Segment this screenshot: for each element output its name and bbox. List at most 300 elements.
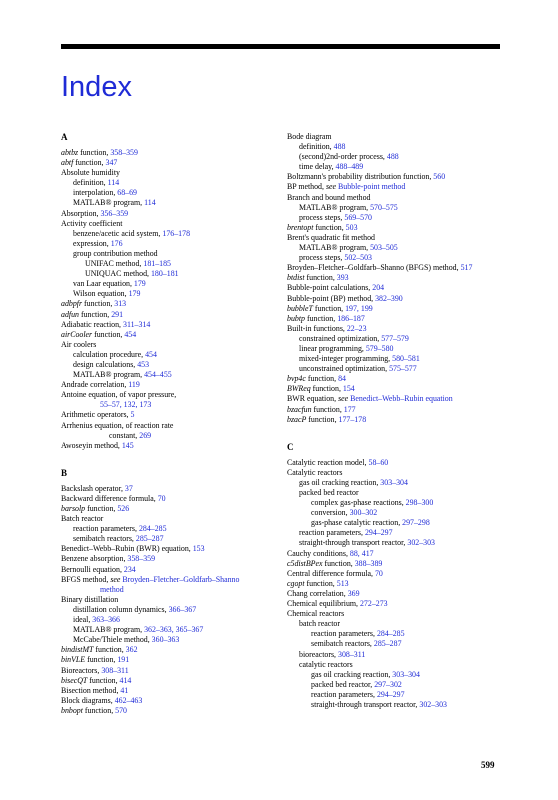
entry-text: function, xyxy=(304,578,337,588)
page-reference-link[interactable]: 302–303 xyxy=(407,538,435,548)
entry-text: function, xyxy=(93,645,126,655)
index-entry xyxy=(61,645,275,655)
entry-term: packed bed reactor, xyxy=(311,679,375,689)
index-subentry xyxy=(287,334,502,344)
page-reference-link[interactable]: 70 xyxy=(374,568,383,578)
index-entry xyxy=(61,310,275,320)
entry-text: function, xyxy=(78,148,111,157)
index-subentry xyxy=(61,524,275,534)
page-reference-link[interactable]: 191 xyxy=(117,655,130,665)
page-reference-link[interactable]: 366–367 xyxy=(168,604,197,614)
index-entry xyxy=(287,609,502,619)
index-subentry xyxy=(61,370,275,380)
entry-term: Bubble-point (BP) method, xyxy=(287,293,376,303)
entry-term: group contribution method xyxy=(73,248,158,258)
page-reference-link[interactable]: method xyxy=(100,584,124,594)
page-reference-link[interactable]: 579–580 xyxy=(365,343,394,353)
page-reference-link[interactable]: 284–285 xyxy=(138,524,167,534)
page-reference-link[interactable]: 269 xyxy=(139,430,152,440)
index-subentry xyxy=(287,488,502,498)
index-subentry xyxy=(287,619,502,629)
index-subentry xyxy=(61,239,275,249)
page-reference-link[interactable]: 503–505 xyxy=(370,243,398,253)
index-entry xyxy=(287,589,502,599)
index-entry xyxy=(61,330,275,340)
entry-term: McCabe/Thiele method, xyxy=(73,635,152,645)
entry-text: function, xyxy=(82,299,115,309)
entry-term: expression, xyxy=(73,238,111,248)
page-reference-link[interactable]: 179 xyxy=(133,279,146,289)
page-reference-link[interactable]: 22–23 xyxy=(346,323,367,333)
entry-term: MATLAB® program, xyxy=(299,202,371,212)
index-entry xyxy=(287,394,502,404)
page-title: Index xyxy=(61,71,132,103)
entry-text: function, xyxy=(305,374,339,384)
index-entry xyxy=(61,219,275,229)
index-subentry xyxy=(61,605,275,615)
entry-term: Bioreactors, xyxy=(61,665,102,675)
index-subentry xyxy=(287,680,502,690)
index-entry xyxy=(61,554,275,564)
entry-term: linear programming, xyxy=(299,343,366,353)
page-reference-link[interactable]: 186–187 xyxy=(337,313,365,323)
entry-term: btdist xyxy=(287,273,305,283)
entry-text: function, xyxy=(304,313,338,323)
index-entry xyxy=(61,158,275,168)
page-reference-link[interactable]: 234 xyxy=(123,564,136,574)
index-entry xyxy=(61,706,275,716)
page-reference-link[interactable]: 177–178 xyxy=(338,414,367,424)
entry-term: Bode diagram xyxy=(287,132,332,141)
page-reference-link[interactable]: 488 xyxy=(386,152,399,162)
page-reference-link[interactable]: 5 xyxy=(130,410,135,420)
page-reference-link[interactable]: 488–489 xyxy=(335,162,364,172)
index-subentry xyxy=(61,635,275,645)
entry-term: complex gas-phase reactions, xyxy=(311,498,406,508)
index-entry xyxy=(287,559,502,569)
index-subentry xyxy=(61,259,275,269)
page-reference-link[interactable]: 285–287 xyxy=(135,534,164,544)
entry-term: packed bed reactor xyxy=(299,488,359,497)
page-reference-link[interactable]: 382–390 xyxy=(375,293,403,303)
page-reference-link[interactable]: 176–178 xyxy=(162,228,191,238)
index-column-right xyxy=(287,132,502,710)
section-gap xyxy=(61,451,275,468)
entry-text: function, xyxy=(78,309,112,319)
index-subentry xyxy=(287,152,502,162)
page-reference-link[interactable]: 311–314 xyxy=(123,319,151,329)
entry-term: Catalytic reaction model, xyxy=(287,457,369,467)
index-entry xyxy=(61,441,275,451)
see-reference: see xyxy=(325,182,337,192)
page-reference-link[interactable]: 570 xyxy=(115,705,127,715)
index-entry xyxy=(287,374,502,384)
entry-term: batch reactor xyxy=(299,619,340,629)
entry-term: Arrhenius equation, of reaction rate xyxy=(61,420,174,430)
index-entry xyxy=(287,458,502,468)
page-reference-link[interactable]: 197, 199 xyxy=(345,303,373,313)
entry-term: straight-through transport reactor, xyxy=(311,699,420,709)
page-reference-link[interactable]: Benedict–Webb–Rubin equation xyxy=(350,394,453,404)
entry-term: distillation column dynamics, xyxy=(73,604,169,614)
entry-term: Backslash operator, xyxy=(61,483,125,493)
section-letter: A xyxy=(61,132,68,142)
index-entry xyxy=(287,569,502,579)
entry-term: straight-through transport reactor, xyxy=(299,538,408,548)
page-reference-link[interactable]: 308–311 xyxy=(101,665,129,675)
page-reference-link[interactable]: 285–287 xyxy=(373,639,402,649)
page-reference-link[interactable]: 84 xyxy=(338,374,346,384)
index-subentry xyxy=(287,478,502,488)
page-reference-link[interactable]: 114 xyxy=(107,178,120,188)
section-letter: B xyxy=(61,467,68,478)
entry-text: function, xyxy=(85,655,118,665)
page-reference-link[interactable]: 569–570 xyxy=(344,212,372,222)
index-subentry xyxy=(61,534,275,544)
page-reference-link[interactable]: 181–185 xyxy=(143,259,171,269)
page-reference-link[interactable]: 454 xyxy=(145,349,157,359)
index-entry-continuation xyxy=(61,431,275,441)
index-entry xyxy=(287,415,502,425)
page-reference-link[interactable]: 517 xyxy=(460,263,473,273)
entry-term: Bisection method, xyxy=(61,685,121,695)
entry-term: bzacfun xyxy=(287,404,312,414)
index-entry xyxy=(287,405,502,415)
index-subentry xyxy=(61,178,275,188)
index-subentry xyxy=(61,615,275,625)
page-reference-link[interactable]: 119 xyxy=(128,380,140,390)
page-reference-link[interactable]: 362–363, 365–367 xyxy=(144,625,204,635)
index-subentry xyxy=(287,162,502,172)
page-reference-link[interactable]: 177 xyxy=(343,404,356,414)
page-reference-link[interactable]: 453 xyxy=(137,359,150,369)
entry-term: abtf xyxy=(61,158,74,168)
entry-term: Batch reactor xyxy=(61,514,104,524)
entry-term: constrained optimization, xyxy=(299,333,382,343)
index-entry xyxy=(287,294,502,304)
index-subentry xyxy=(287,364,502,374)
entry-term: MATLAB® program, xyxy=(299,243,371,253)
page-reference-link[interactable]: Broyden–Fletcher–Goldfarb–Shanno xyxy=(122,574,240,584)
index-entry xyxy=(61,484,275,494)
page-reference-link[interactable]: 575–577 xyxy=(389,364,417,374)
entry-term: Absolute humidity xyxy=(61,168,120,178)
page-reference-link[interactable]: 114 xyxy=(144,198,156,208)
index-entry xyxy=(287,314,502,324)
entry-term: BFGS method, xyxy=(61,574,111,584)
page-reference-link[interactable]: 294–297 xyxy=(376,689,405,699)
index-entry xyxy=(287,549,502,559)
entry-term: Absorption, xyxy=(61,208,101,218)
section-gap xyxy=(287,425,502,442)
page-reference-link[interactable]: 580–581 xyxy=(392,354,420,364)
index-entry xyxy=(61,148,275,158)
index-entry xyxy=(61,575,275,585)
page-reference-link[interactable]: 298–300 xyxy=(405,498,434,508)
index-entry xyxy=(287,172,502,182)
page-reference-link[interactable]: 513 xyxy=(336,578,349,588)
entry-term: bioreactors, xyxy=(299,649,338,659)
index-subentry xyxy=(287,344,502,354)
entry-term: bzacP xyxy=(287,414,307,424)
entry-text: function, xyxy=(82,705,116,715)
entry-term: calculation procedure, xyxy=(73,349,146,359)
index-subentry xyxy=(287,354,502,364)
index-subentry xyxy=(287,670,502,680)
entry-term: Benedict–Webb–Rubin (BWR) equation, xyxy=(61,544,193,554)
entry-term: abtbz xyxy=(61,148,79,157)
entry-term: BWReq xyxy=(287,384,311,394)
page-reference-link[interactable]: 356–359 xyxy=(100,208,129,218)
entry-term: semibatch reactors, xyxy=(73,534,136,544)
entry-term: Branch and bound method xyxy=(287,192,371,202)
index-entry xyxy=(287,193,502,203)
index-subentry xyxy=(61,198,275,208)
entry-text: function, xyxy=(92,329,125,339)
index-entry xyxy=(61,676,275,686)
page-reference-link[interactable]: 362 xyxy=(125,645,138,655)
entry-term: UNIFAC method, xyxy=(85,259,144,269)
page-reference-link[interactable]: 560 xyxy=(433,172,446,182)
page-reference-link[interactable]: 70 xyxy=(157,493,166,503)
page-reference-link[interactable]: 313 xyxy=(114,299,127,309)
index-entry xyxy=(61,544,275,554)
page-reference-link[interactable]: 303–304 xyxy=(380,477,408,487)
index-subentry xyxy=(287,508,502,518)
page-reference-link[interactable]: 454 xyxy=(124,329,137,339)
page-reference-link[interactable]: 180–181 xyxy=(150,269,179,279)
entry-term: Awoseyin method, xyxy=(61,440,122,450)
page-reference-link[interactable]: 300–302 xyxy=(349,508,378,518)
entry-term: Backward difference formula, xyxy=(61,493,158,503)
index-entry xyxy=(61,494,275,504)
index-subentry xyxy=(287,660,502,670)
entry-term: Chang correlation, xyxy=(287,588,348,598)
index-entry xyxy=(61,380,275,390)
page-reference-link[interactable]: 454–455 xyxy=(144,370,172,380)
page-reference-link[interactable]: 154 xyxy=(342,384,355,394)
page-reference-link[interactable]: 297–302 xyxy=(374,679,402,689)
index-entry xyxy=(287,273,502,283)
page-reference-link[interactable]: 68–69 xyxy=(117,188,137,198)
page-reference-link[interactable]: 55–57, 132, 173 xyxy=(100,400,152,410)
entry-term: Arithmetic operators, xyxy=(61,410,131,420)
entry-term: MATLAB® program, xyxy=(73,370,145,380)
index-entry xyxy=(61,390,275,400)
page-reference-link[interactable]: 145 xyxy=(121,440,134,450)
page-reference-link[interactable]: 153 xyxy=(192,544,205,554)
entry-term: barsolp xyxy=(61,504,86,513)
entry-term: bvp4c xyxy=(287,374,306,384)
index-subentry xyxy=(287,650,502,660)
entry-term: BP method, xyxy=(287,182,326,192)
index-entry xyxy=(61,565,275,575)
entry-text: function, xyxy=(322,558,355,568)
page-reference-link[interactable]: 570–575 xyxy=(370,202,398,212)
page-reference-link[interactable]: 503 xyxy=(345,222,358,232)
entry-term: c5distBPex xyxy=(287,558,323,568)
entry-term: cgopt xyxy=(287,578,305,588)
entry-term: Boltzmann's probability distribution function, xyxy=(287,172,434,182)
entry-term: bisecQT xyxy=(61,675,88,685)
index-entry xyxy=(61,410,275,420)
index-entry xyxy=(61,421,275,431)
section-letter: C xyxy=(287,441,294,452)
index-entry xyxy=(61,340,275,350)
index-subentry xyxy=(61,350,275,360)
index-subentry xyxy=(61,269,275,279)
entry-term: Chemical equilibrium, xyxy=(287,599,360,609)
page-reference-link[interactable]: 204 xyxy=(372,283,385,293)
page-reference-link[interactable]: 388–389 xyxy=(354,558,383,568)
top-rule xyxy=(61,44,500,49)
entry-term: brentopt xyxy=(287,222,314,232)
page-reference-link[interactable]: 347 xyxy=(105,158,118,168)
index-entry xyxy=(287,599,502,609)
index-subentry xyxy=(287,700,502,710)
index-entry-continuation xyxy=(61,400,275,410)
entry-term: binVLE xyxy=(61,655,86,665)
entry-term: gas oil cracking reaction, xyxy=(299,477,381,487)
entry-term: reaction parameters, xyxy=(299,528,365,538)
index-subentry xyxy=(287,213,502,223)
index-entry xyxy=(61,209,275,219)
entry-term: design calculations, xyxy=(73,359,138,369)
index-subentry xyxy=(287,243,502,253)
page-reference-link[interactable]: 297–298 xyxy=(402,518,430,528)
page-reference-link[interactable]: 41 xyxy=(120,685,129,695)
entry-term: adbpfr xyxy=(61,299,83,309)
entry-term: Adiabatic reaction, xyxy=(61,319,124,329)
entry-term: gas oil cracking reaction, xyxy=(311,669,393,679)
see-reference: see xyxy=(338,394,349,404)
entry-text: function, xyxy=(73,158,106,168)
page-reference-link[interactable]: 358–359 xyxy=(110,148,138,157)
index-entry xyxy=(61,696,275,706)
see-reference: see xyxy=(110,574,121,584)
page-reference-link[interactable]: 369 xyxy=(347,588,360,598)
entry-term: Air coolers xyxy=(61,339,97,349)
page-reference-link[interactable]: 176 xyxy=(110,238,123,248)
page-reference-link[interactable]: 414 xyxy=(119,675,132,685)
entry-term: Broyden–Fletcher–Goldfarb–Shanno (BFGS) method, xyxy=(287,263,461,273)
index-subentry xyxy=(287,528,502,538)
page-reference-link[interactable]: 303–304 xyxy=(392,669,420,679)
entry-term: Bernoulli equation, xyxy=(61,564,124,574)
index-entry xyxy=(61,320,275,330)
entry-text: constant, xyxy=(109,430,140,440)
page-reference-link[interactable]: 37 xyxy=(124,483,133,493)
index-subentry xyxy=(287,142,502,152)
index-entry xyxy=(287,324,502,334)
page-reference-link[interactable]: 291 xyxy=(111,309,124,319)
index-entry xyxy=(287,384,502,394)
page-reference-link[interactable]: 284–285 xyxy=(376,629,405,639)
index-subentry xyxy=(61,289,275,299)
page-reference-link[interactable]: 358–359 xyxy=(127,554,156,564)
index-entry xyxy=(61,168,275,178)
entry-term: ideal, xyxy=(73,615,93,625)
index-entry-continuation xyxy=(61,585,275,595)
entry-text: function, xyxy=(311,404,344,414)
index-entry xyxy=(287,283,502,293)
entry-text: function, xyxy=(310,384,343,394)
entry-term: MATLAB® program, xyxy=(73,625,145,635)
entry-term: Binary distillation xyxy=(61,594,119,604)
page-reference-link[interactable]: 308–311 xyxy=(338,649,366,659)
index-entry xyxy=(61,666,275,676)
index-entry xyxy=(61,686,275,696)
entry-term: mixed-integer programming, xyxy=(299,354,393,364)
entry-term: bnbopt xyxy=(61,705,83,715)
page-reference-link[interactable]: 302–303 xyxy=(419,699,447,709)
entry-term: MATLAB® program, xyxy=(73,198,145,208)
index-entry xyxy=(287,468,502,478)
page-reference-link[interactable]: 294–297 xyxy=(364,528,393,538)
index-subentry xyxy=(287,203,502,213)
index-entry xyxy=(287,304,502,314)
index-subentry xyxy=(287,538,502,548)
index-entry xyxy=(61,504,275,514)
entry-term: semibatch reactors, xyxy=(311,639,374,649)
page-reference-link[interactable]: Bubble-point method xyxy=(338,182,406,192)
index-entry xyxy=(61,655,275,665)
index-entry xyxy=(287,233,502,243)
index-subentry xyxy=(287,498,502,508)
entry-term: Built-in functions, xyxy=(287,323,347,333)
entry-term: Wilson equation, xyxy=(73,289,129,299)
page-reference-link[interactable]: 393 xyxy=(336,273,349,283)
page-reference-link[interactable]: 360–363 xyxy=(151,635,180,645)
entry-text: function, xyxy=(312,303,346,313)
index-subentry xyxy=(287,690,502,700)
page-reference-link[interactable]: 526 xyxy=(117,504,130,513)
entry-term: bubbleT xyxy=(287,303,313,313)
index-subentry xyxy=(287,629,502,639)
entry-term: Brent's quadratic fit method xyxy=(287,232,375,242)
index-entry xyxy=(287,223,502,233)
entry-term: Bubble-point calculations, xyxy=(287,283,373,293)
page-reference-link[interactable]: 488 xyxy=(333,142,346,152)
page-reference-link[interactable]: 363–366 xyxy=(92,615,120,625)
page-reference-link[interactable]: 502–503 xyxy=(344,253,372,263)
entry-term: Cauchy conditions, xyxy=(287,548,350,558)
index-entry xyxy=(287,263,502,273)
index-entry xyxy=(61,299,275,309)
page-reference-link[interactable]: 272–273 xyxy=(359,599,388,609)
page-reference-link[interactable]: 462–463 xyxy=(114,695,143,705)
entry-term: time delay, xyxy=(299,162,336,172)
entry-term: van Laar equation, xyxy=(73,279,134,289)
entry-term: adfun xyxy=(61,309,79,319)
entry-term: Benzene absorption, xyxy=(61,554,128,564)
page-reference-link[interactable]: 577–579 xyxy=(381,333,409,343)
entry-term: gas-phase catalytic reaction, xyxy=(311,518,403,528)
page-number: 599 xyxy=(481,760,495,770)
index-subentry xyxy=(61,279,275,289)
entry-term: Chemical reactors xyxy=(287,609,345,619)
entry-term: unconstrained optimization, xyxy=(299,364,390,374)
entry-term: conversion, xyxy=(311,508,350,518)
entry-term: benzene/acetic acid system, xyxy=(73,228,163,238)
page-reference-link[interactable]: 88, 417 xyxy=(349,548,374,558)
entry-term: catalytic reactors xyxy=(299,659,353,669)
index-subentry xyxy=(287,639,502,649)
index-subentry xyxy=(61,188,275,198)
page-reference-link[interactable]: 179 xyxy=(128,289,141,299)
page-reference-link[interactable]: 58–60 xyxy=(368,457,389,467)
index-subentry xyxy=(287,518,502,528)
